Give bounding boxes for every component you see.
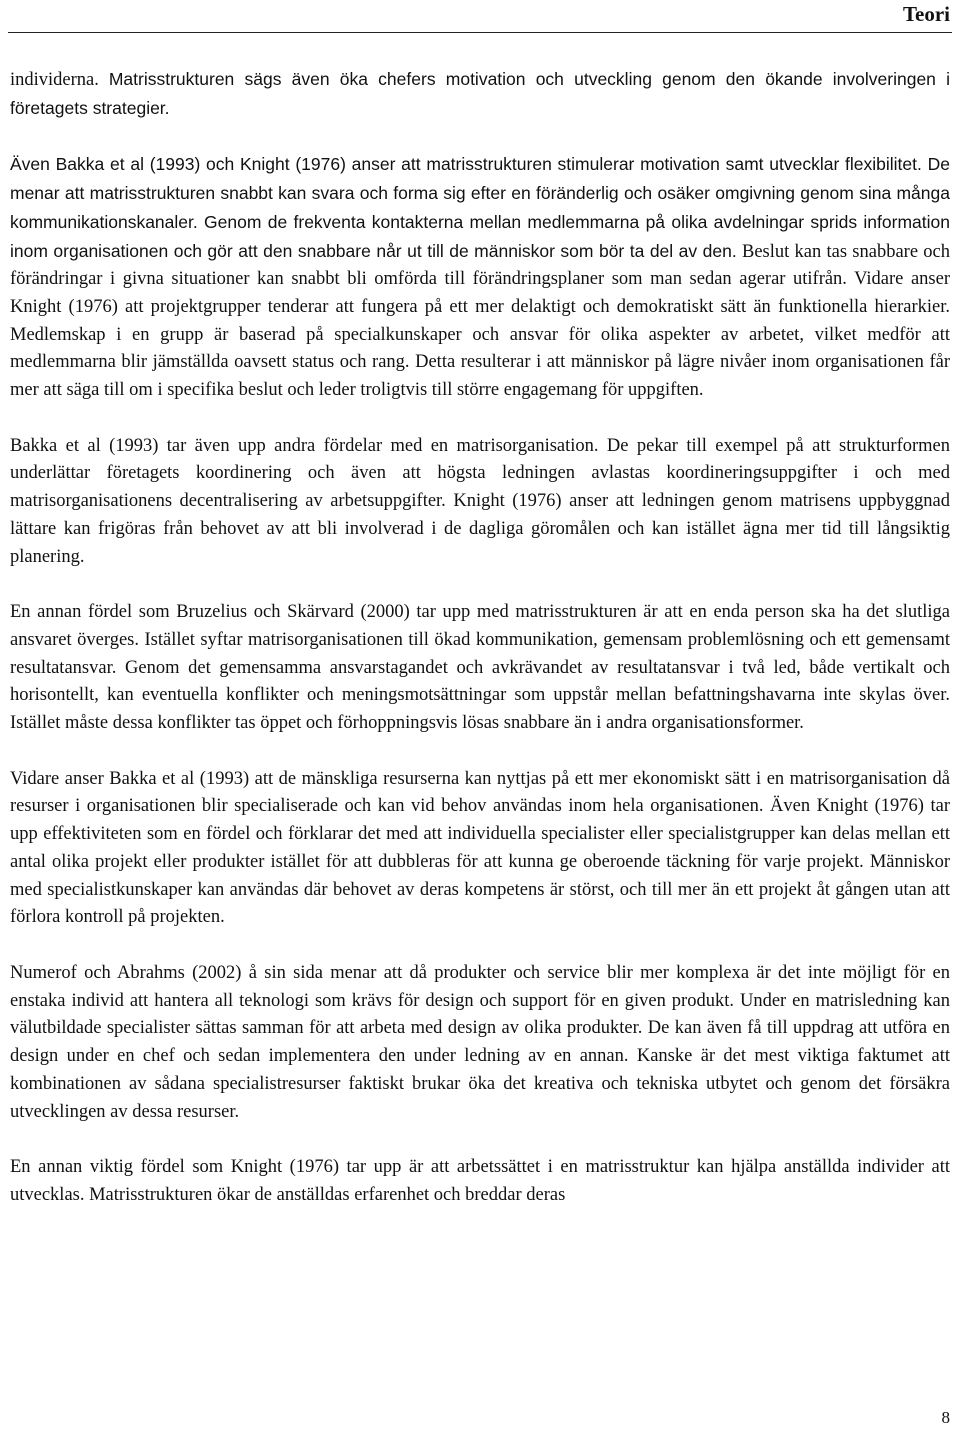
section-title: Teori <box>902 2 950 26</box>
header-divider <box>8 32 952 33</box>
paragraph-text: individerna. <box>10 70 109 90</box>
paragraph-6 <box>10 960 950 1126</box>
paragraph-text: Numerof och Abrahms (2002) å sin sida menar att då produkter och service blir mer komplexa är det inte möjligt för en enstaka individ att hantera all teknologi som krävs för design och support för en given produkt. Under en matrisledning kan välutbildade specialister sättas samman för att arbeta med design av olika produkter. De kan även få till uppdrag att utföra en design under en chef och sedan implementera den under ledning av en annan. Kanske är det mest viktiga faktumet att kombinationen av sådana specialistresurser faktiskt brukar öka det kreativa och tekniska utbytet och genom det försäkra utvecklingen av dessa resurser. <box>10 962 950 1122</box>
paragraph-3 <box>10 433 950 572</box>
paragraph-text: En annan fördel som Bruzelius och Skärvard (2000) tar upp med matrisstrukturen är att en enda person ska ha det slutliga ansvaret överges. Istället syftar matrisorganisationen till ökad kommunikation, gemensam problemlösning och ett gemensamt resultatansvar. Genom det gemensamma ansvarstagandet och avkrävandet av resultatansvar i två led, både vertikalt och horisontellt, kan eventuella konflikter och meningsmotsättningar som uppstår mellan befattningshavarna inte skylas över. Istället måste dessa konflikter tas öppet och förhoppningsvis lösas snabbare än i andra organisationsformer. <box>10 602 950 734</box>
paragraph-1 <box>10 66 950 123</box>
paragraph-text: Matrisstrukturen sägs även öka chefers motivation och utveckling genom den ökande involveringen i företagets strategier. <box>10 69 950 118</box>
paragraph-text: Vidare anser Bakka et al (1993) att de mänskliga resurserna kan nyttjas på ett mer ekonomiskt sätt i en matrisorganisation då resurser i organisationen blir specialiserade och kan vid behov användas inom hela organisationen. Även Knight (1976) tar upp effektiviteten som en fördel och förklarar det med att individuella specialister eller specialistgrupper kan delas mellan ett antal olika projekt eller produkter istället för att dubbleras för att kunna ge oberoende täckning för varje projekt. Människor med specialistkunskaper kan användas där behovet av deras kompetens är störst, och till mer än ett projekt åt gången utan att förlora kontroll på projekten. <box>10 768 950 928</box>
paragraph-text: En annan viktig fördel som Knight (1976) tar upp är att arbetssättet i en matrisstruktur kan hjälpa anställda individer att utvecklas. Matrisstrukturen ökar de anställdas erfarenhet och breddar deras <box>10 1157 950 1205</box>
paragraph-2 <box>10 151 950 404</box>
page-number: 8 <box>941 1408 950 1427</box>
paragraph-5 <box>10 766 950 932</box>
paragraph-4 <box>10 599 950 738</box>
paragraph-7 <box>10 1154 950 1209</box>
paragraph-text: Bakka et al (1993) tar även upp andra fördelar med en matrisorganisation. De pekar till exempel på att strukturformen underlättar företagets koordinering och även att högsta ledningen avlastas koordineringsuppgifter i och med matrisorganisationens decentralisering av arbetsuppgifter. Knight (1976) anser att ledningen genom matrisens uppbyggnad lättare kan frigöras från behovet av att bli involverad i de dagliga göromålen och kan istället ägna mer tid till långsiktig planering. <box>10 435 950 567</box>
document-body <box>10 66 950 1238</box>
paragraph-text: Beslut kan tas snabbare och förändringar i givna situationer kan snabbt bli omförda till förändringsplaner som man sedan agerar utifrån. Vidare anser Knight (1976) att projektgrupper tenderar att fungera på ett mer delaktigt och demokratiskt sätt än funktionella hierarkier. Medlemskap i en grupp är baserad på specialkunskaper och ansvar för olika aspekter av arbetet, vilket medför att medlemmarna blir jämställda oavsett status och rang. Detta resulterar i att människor på lägre nivåer inom organisationen får mer att säga till om i specifika beslut och leder troligtvis till större engagemang för uppgiften. <box>10 241 950 401</box>
paragraph-text: Även Bakka et al (1993) och Knight (1976) anser att matrisstrukturen stimulerar motivation samt utvecklar flexibilitet. De menar att matrisstrukturen snabbt kan svara och forma sig efter en föränderlig och osäker omgivning genom sina många kommunikationskanaler. Genom de frekventa kontakterna mellan medlemmarna på olika avdelningar sprids information inom organisationen och gör att den snabbare når ut till de människor som bör ta del av den. <box>10 154 950 261</box>
